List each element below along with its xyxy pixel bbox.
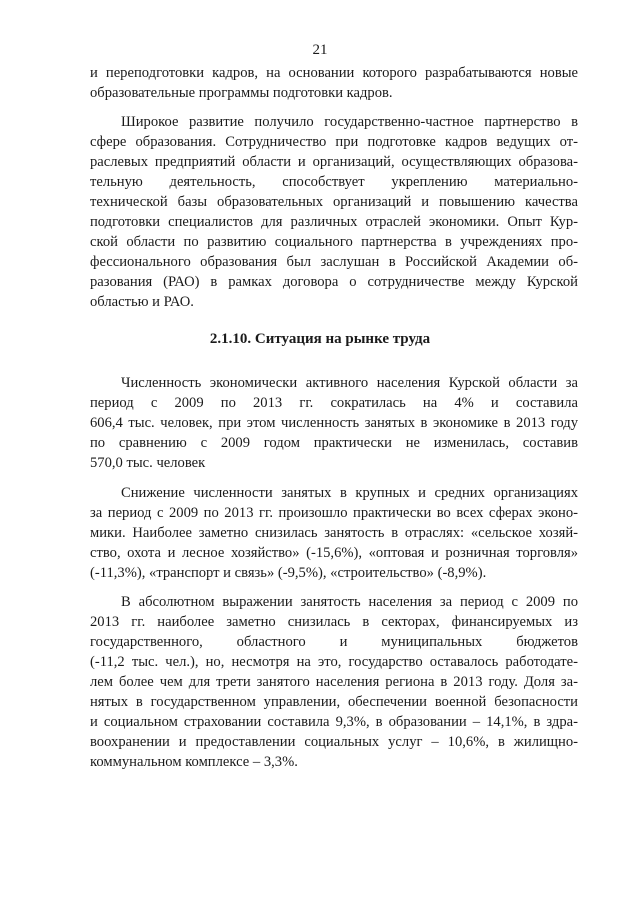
paragraph-2-line-3: раслевых предприятий области и организаций, осуществляющих образова- bbox=[90, 154, 578, 170]
paragraph-5-line-2: 2013 гг. наиболее заметно снизилась в секторах, финансируемых из bbox=[90, 614, 578, 630]
paragraph-4-line-3: мики. Наиболее заметно снизилась занятость в отраслях: «сельское хозяй- bbox=[90, 525, 578, 541]
paragraph-4-line-4: ство, охота и лесное хозяйство» (-15,6%), «оптовая и розничная торговля» bbox=[90, 545, 578, 561]
paragraph-2-line-7: ской области по развитию социального партнерства в учреждениях про- bbox=[90, 234, 578, 250]
paragraph-3-line-5: 570,0 тыс. человек bbox=[90, 455, 206, 471]
paragraph-2-line-5: технической базы образовательных организаций и повышению качества bbox=[90, 194, 578, 210]
paragraph-5-line-6: нятых в государственном управлении, обеспечении военной безопасности bbox=[90, 694, 578, 710]
paragraph-3-line-2: период с 2009 по 2013 гг. сократилась на 4% и составила bbox=[90, 395, 578, 411]
paragraph-2-line-1: Широкое развитие получило государственно-частное партнерство в bbox=[121, 114, 578, 130]
paragraph-1-line-2: образовательные программы подготовки кадров. bbox=[90, 85, 393, 101]
paragraph-1-line-1: и переподготовки кадров, на основании которого разрабатываются новые bbox=[90, 65, 578, 81]
paragraph-2-line-6: подготовки специалистов для различных отраслей экономики. Опыт Кур- bbox=[90, 214, 578, 230]
paragraph-2-line-8: фессионального образования был заслушан в Российской Академии об- bbox=[90, 254, 578, 270]
section-heading: 2.1.10. Ситуация на рынке труда bbox=[209, 331, 431, 347]
paragraph-3-line-4: по сравнению с 2009 годом практически не изменилась, составив bbox=[90, 435, 578, 451]
paragraph-2-line-2: сфере образования. Сотрудничество при подготовке кадров ведущих от- bbox=[90, 134, 578, 150]
paragraph-3-line-3: 606,4 тыс. человек, при этом численность занятых в экономике в 2013 году bbox=[90, 415, 578, 431]
paragraph-5-line-3: государственного, областного и муниципальных бюджетов bbox=[90, 634, 578, 650]
paragraph-4-line-2: за период с 2009 по 2013 гг. произошло практически во всех сферах эконо- bbox=[90, 505, 578, 521]
paragraph-5-line-7: и социальном страховании составила 9,3%, в образовании – 14,1%, в здра- bbox=[90, 714, 578, 730]
page-number: 21 bbox=[312, 42, 328, 58]
paragraph-4-line-1: Снижение численности занятых в крупных и средних организациях bbox=[121, 485, 578, 501]
paragraph-5-line-9: коммунальном комплексе – 3,3%. bbox=[90, 754, 298, 770]
paragraph-3-line-1: Численность экономически активного населения Курской области за bbox=[121, 375, 578, 391]
paragraph-4-line-5: (-11,3%), «транспорт и связь» (-9,5%), «строительство» (-8,9%). bbox=[90, 565, 487, 581]
paragraph-2-line-9: разования (РАО) в рамках договора о сотрудничестве между Курской bbox=[90, 274, 578, 290]
paragraph-2-line-4: тельную деятельность, способствует укреплению материально- bbox=[90, 174, 578, 190]
paragraph-5-line-1: В абсолютном выражении занятость населения за период с 2009 по bbox=[121, 594, 578, 610]
paragraph-5-line-8: воохранении и предоставлении социальных услуг – 10,6%, в жилищно- bbox=[90, 734, 578, 750]
paragraph-2-line-10: областью и РАО. bbox=[90, 294, 194, 310]
paragraph-5-line-5: лем более чем для трети занятого населения региона в 2013 году. Доля за- bbox=[90, 674, 578, 690]
paragraph-5-line-4: (-11,2 тыс. чел.), но, несмотря на это, государство оставалось работодате- bbox=[90, 654, 578, 670]
